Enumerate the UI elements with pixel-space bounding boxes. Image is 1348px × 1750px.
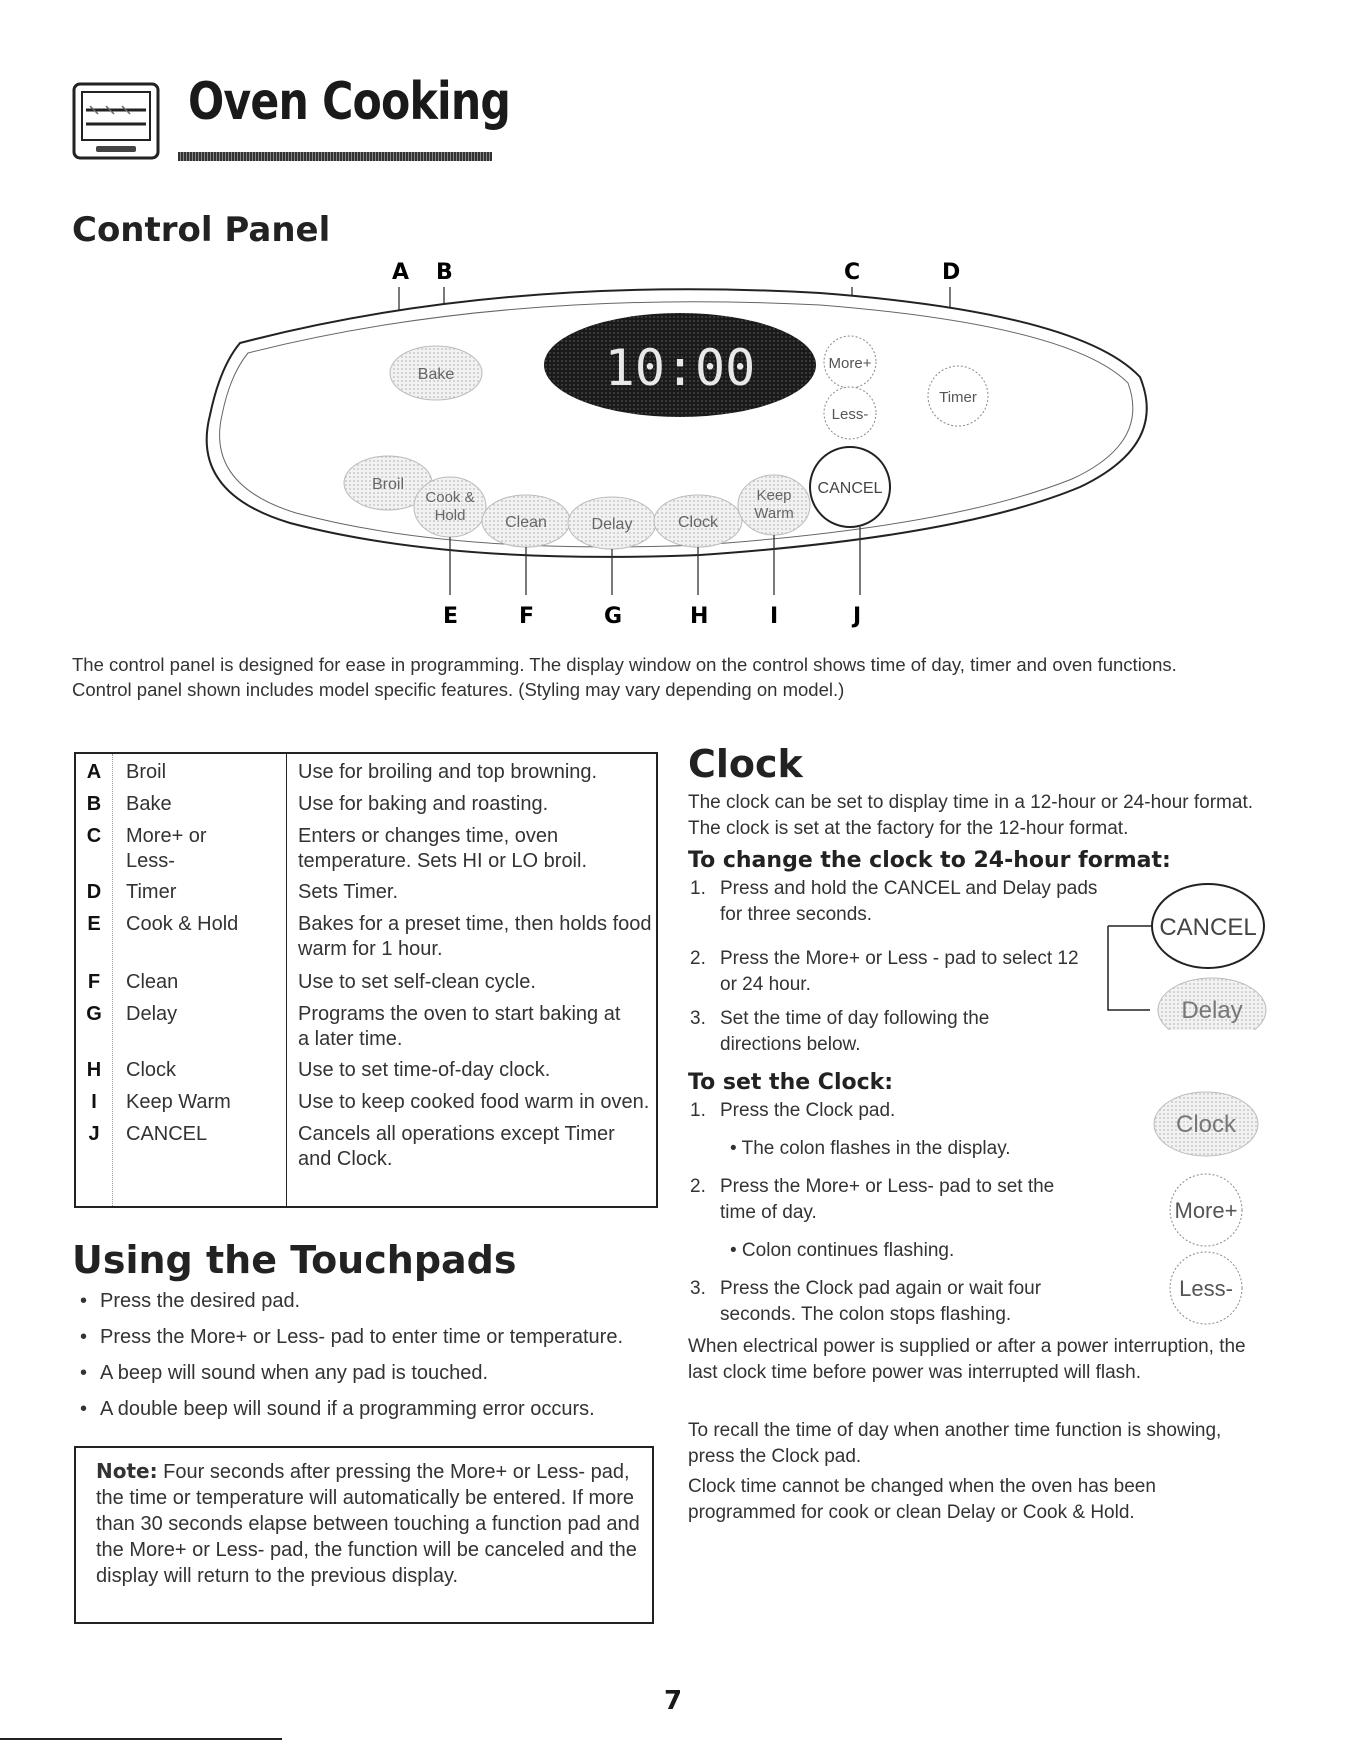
side-pad-delay[interactable]: Delay bbox=[1181, 997, 1243, 1024]
function-letter: E bbox=[87, 913, 101, 935]
clock-para-delay: Clock time cannot be changed when the oven has been programmed for cook or clean Delay or Cook & Hold. bbox=[688, 1476, 1156, 1523]
cancel-delay-illustration bbox=[1100, 878, 1270, 1030]
function-letter: H bbox=[86, 1059, 102, 1081]
clock-heading: Clock bbox=[688, 742, 803, 786]
function-table bbox=[74, 752, 658, 1208]
clock-para-power: When electrical power is supplied or after a power interruption, the last clock time before power was interrupted will flash. bbox=[688, 1336, 1246, 1383]
clock-24h-step: 1. Press and hold the CANCEL and Delay pads for three seconds. bbox=[690, 878, 1098, 925]
side-pad-less[interactable]: Less- bbox=[1179, 1276, 1233, 1301]
clock-24h-heading: To change the clock to 24-hour format: bbox=[688, 848, 1171, 873]
pad-keep-warm-line1[interactable]: Keep bbox=[756, 487, 792, 504]
function-name: Clock bbox=[126, 1059, 177, 1081]
callout-C: C bbox=[844, 260, 861, 285]
note-text: Four seconds after pressing the More+ or Less- pad, the time or temperature will automatically be entered. If more than 30 seconds elapse between touching a function pad and the More+ or Less- pad, the function will be canceled and the display will return to the previous display. bbox=[96, 1461, 640, 1587]
function-description: Programs the oven to start baking at a later time. bbox=[298, 1003, 621, 1050]
function-description: Use to keep cooked food warm in oven. bbox=[298, 1091, 650, 1113]
pad-cook-hold-line1[interactable]: Cook & bbox=[425, 489, 475, 506]
clock-set-substep: • Colon continues flashing. bbox=[730, 1240, 955, 1261]
function-description: Use for broiling and top browning. bbox=[298, 761, 598, 783]
function-name: CANCEL bbox=[126, 1123, 208, 1145]
function-letter: I bbox=[91, 1091, 97, 1113]
footer-rule bbox=[0, 1738, 282, 1740]
callout-I: I bbox=[770, 604, 779, 629]
function-name: Cook & Hold bbox=[126, 913, 239, 935]
function-description: Use to set time-of-day clock. bbox=[298, 1059, 551, 1081]
pad-cook-hold-line2[interactable]: Hold bbox=[434, 507, 466, 524]
function-letter: B bbox=[86, 793, 102, 815]
pad-timer[interactable]: Timer bbox=[939, 389, 977, 406]
side-pad-cancel[interactable]: CANCEL bbox=[1159, 914, 1257, 941]
function-name: Delay bbox=[126, 1003, 178, 1025]
function-letter: D bbox=[86, 881, 102, 903]
callout-E: E bbox=[443, 604, 459, 629]
function-letter: J bbox=[88, 1123, 100, 1145]
function-name: Clean bbox=[126, 971, 179, 993]
side-pad-more[interactable]: More+ bbox=[1174, 1198, 1238, 1223]
clock-more-less-illustration bbox=[1150, 1088, 1260, 1328]
pad-broil[interactable]: Broil bbox=[371, 476, 405, 493]
function-name: Broil bbox=[126, 761, 167, 783]
function-letter: C bbox=[86, 825, 102, 847]
function-name: Bake bbox=[126, 793, 172, 815]
touchpad-bullet: • A double beep will sound if a programming error occurs. bbox=[80, 1396, 670, 1422]
clock-set-step: 2. Press the More+ or Less- pad to set the time of day. bbox=[690, 1176, 1055, 1223]
function-name: More+ or Less- bbox=[126, 825, 207, 872]
touchpad-bullet: • A beep will sound when any pad is touched. bbox=[80, 1360, 670, 1386]
control-panel-heading: Control Panel bbox=[72, 210, 331, 250]
pad-cancel[interactable]: CANCEL bbox=[817, 480, 883, 497]
clock-set-heading: To set the Clock: bbox=[688, 1070, 894, 1095]
pad-delay[interactable]: Delay bbox=[591, 516, 633, 533]
control-panel-caption: The control panel is designed for ease in programming. The display window on the control shows time of day, timer and oven functions. Control panel shown includes model specific features. (Styling may vary depending on model.) bbox=[72, 654, 1177, 700]
function-description: Enters or changes time, oven temperature. Sets HI or LO broil. bbox=[298, 825, 588, 872]
touchpad-bullet: • Press the desired pad. bbox=[80, 1288, 670, 1314]
callout-F: F bbox=[519, 604, 535, 629]
function-name: Timer bbox=[126, 881, 177, 903]
callout-H: H bbox=[690, 604, 709, 629]
function-name: Keep Warm bbox=[126, 1091, 231, 1113]
side-pad-clock[interactable]: Clock bbox=[1175, 1111, 1237, 1138]
function-description: Bakes for a preset time, then holds food warm for 1 hour. bbox=[298, 913, 652, 960]
note-label: Note: bbox=[96, 1459, 158, 1483]
pad-bake[interactable]: Bake bbox=[417, 366, 455, 383]
function-description: Cancels all operations except Timer and Clock. bbox=[298, 1123, 615, 1170]
callout-A: A bbox=[392, 260, 410, 285]
callout-G: G bbox=[604, 604, 623, 629]
pad-clock[interactable]: Clock bbox=[677, 514, 719, 531]
oven-display: 10:00 bbox=[604, 339, 756, 397]
callout-B: B bbox=[436, 260, 453, 285]
function-letter: A bbox=[86, 761, 102, 783]
clock-24h-step: 3. Set the time of day following the directions below. bbox=[690, 1008, 990, 1055]
note-box bbox=[74, 1446, 654, 1624]
touchpads-heading: Using the Touchpads bbox=[72, 1238, 517, 1282]
clock-para-recall: To recall the time of day when another time function is showing, press the Clock pad. bbox=[688, 1420, 1222, 1467]
pad-clean[interactable]: Clean bbox=[505, 514, 547, 531]
pad-more[interactable]: More+ bbox=[828, 355, 872, 372]
page-number: 7 bbox=[664, 1686, 683, 1716]
clock-set-substep: • The colon flashes in the display. bbox=[730, 1138, 1011, 1159]
clock-intro: The clock can be set to display time in a 12-hour or 24-hour format. The clock is set at the factory for the 12-hour format. bbox=[688, 792, 1253, 839]
pad-less[interactable]: Less- bbox=[831, 406, 869, 423]
function-letter: F bbox=[87, 971, 101, 993]
callout-D: D bbox=[942, 260, 961, 285]
page-title: Oven Cooking bbox=[188, 72, 511, 132]
oven-icon bbox=[72, 82, 160, 160]
clock-set-step: 1. Press the Clock pad. bbox=[690, 1100, 896, 1121]
callout-J: J bbox=[853, 604, 862, 629]
touchpad-bullet: • Press the More+ or Less- pad to enter time or temperature. bbox=[80, 1324, 670, 1350]
title-rule bbox=[178, 152, 492, 161]
function-description: Use for baking and roasting. bbox=[298, 793, 549, 815]
function-description: Use to set self-clean cycle. bbox=[298, 971, 536, 993]
control-panel-diagram bbox=[200, 255, 1160, 630]
function-description: Sets Timer. bbox=[298, 881, 399, 903]
pad-keep-warm-line2[interactable]: Warm bbox=[754, 505, 794, 522]
clock-set-step: 3. Press the Clock pad again or wait four seconds. The colon stops flashing. bbox=[690, 1278, 1042, 1325]
function-letter: G bbox=[86, 1003, 102, 1025]
clock-24h-step: 2. Press the More+ or Less - pad to select 12 or 24 hour. bbox=[690, 948, 1079, 995]
